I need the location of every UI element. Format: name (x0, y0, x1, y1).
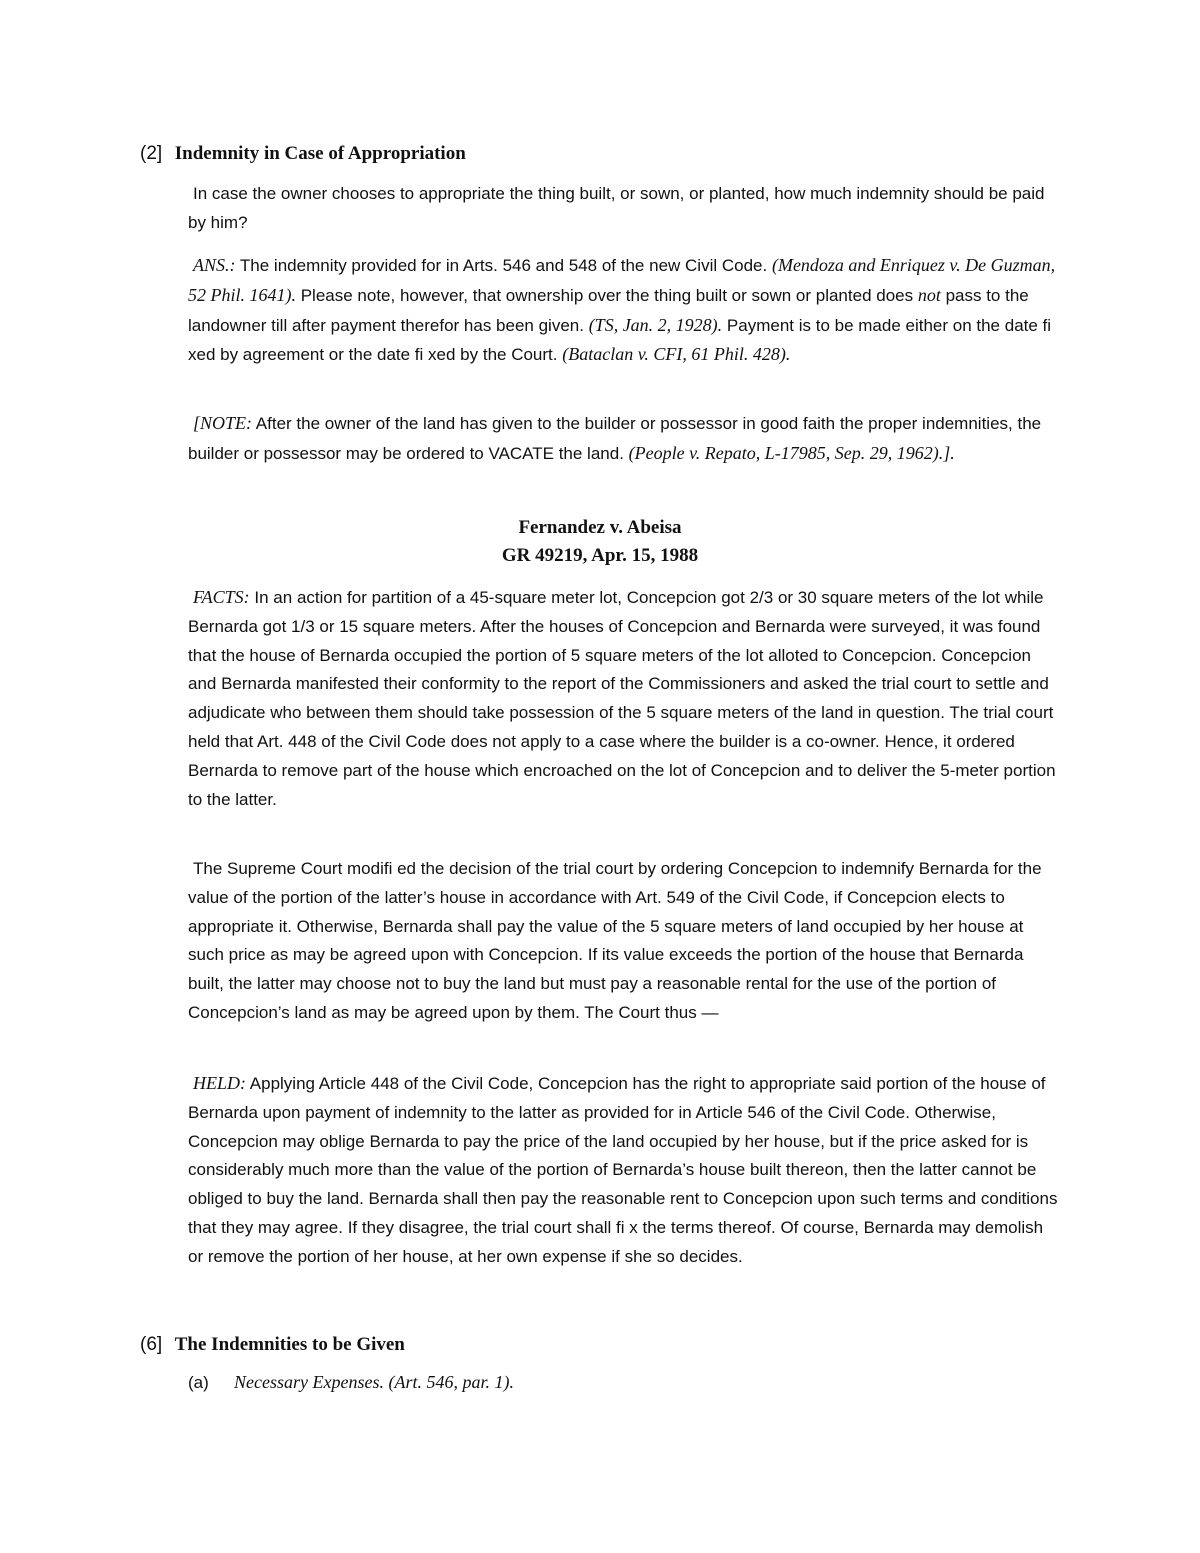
facts-paragraph (188, 583, 1058, 814)
note-label: [NOTE: (193, 413, 253, 433)
facts-label: FACTS: (193, 587, 250, 607)
held-label: HELD: (193, 1073, 246, 1093)
facts-text: In an action for partition of a 45-square meter lot, Concepcion got 2/3 or 30 square meters of the lot while Bernarda got 1/3 or 15 square meters. After the houses of Concepcion and Bernarda were surveyed, it was found that the house of Bernarda occupied the portion of 5 square meters of the lot alloted to Concepcion. Concepcion and Bernarda manifested their conformity to the report of the Commissioners and asked the trial court to settle and adjudicate who between them should take possession of the 5 square meters of the land in question. The trial court held that Art. 448 of the Civil Code does not apply to a case where the builder is a co-owner. Hence, it ordered Bernarda to remove part of the house which encroached on the lot of Concepcion and to deliver the 5-meter portion to the latter. (188, 588, 1056, 809)
list-item (188, 1372, 514, 1393)
answer-emphasis: not (917, 284, 941, 305)
answer-text-3: pass to the landowner till after payment therefor has been given. (188, 285, 1029, 335)
answer-text-2: Please note, however, that ownership over the thing built or sown or planted does (296, 285, 918, 305)
answer-label: ANS.: (193, 255, 236, 275)
answer-text-1: The indemnity provided for in Arts. 546 and 548 of the new Civil Code. (235, 256, 772, 275)
section-title: Indemnity in Case of Appropriation (174, 143, 466, 164)
question-text: In case the owner chooses to appropriate the thing built, or sown, or planted, how much indemnity should be paid by him? (188, 184, 1045, 232)
list-item-marker: (a) (188, 1373, 209, 1392)
note-paragraph (188, 409, 1058, 469)
section-title: The Indemnities to be Given (174, 1334, 405, 1355)
supreme-court-paragraph (188, 855, 1058, 1028)
supreme-court-text: The Supreme Court modifi ed the decision of the trial court by ordering Concepcion to indemnify Bernarda for the value of the portion of the latter’s house in accordance with Art. 549 of the Civil Code, if Concepcion elects to appropriate it. Otherwise, Bernarda shall pay the value of the 5 square meters of land occupied by her house at such price as may be agreed upon with Concepcion. If its value exceeds the portion of the house that Bernarda built, the latter may choose not to buy the land but must pay a reasonable rental for the use of the portion of Concepcion’s land as may be agreed upon by them. The Court thus — (188, 859, 1042, 1022)
held-paragraph (188, 1069, 1058, 1272)
question-paragraph (188, 180, 1058, 238)
section-heading-2 (140, 143, 466, 165)
list-item-text: Necessary Expenses. (Art. 546, par. 1). (234, 1372, 514, 1392)
answer-paragraph (188, 251, 1058, 370)
case-name: Fernandez v. Abeisa (518, 517, 682, 538)
answer-citation-2: (TS, Jan. 2, 1928). (588, 314, 723, 335)
section-number: (2] (140, 143, 163, 164)
answer-citation-1: (Mendoza and Enriquez v. De Guzman, 52 Phil. 1641). (188, 255, 1056, 305)
answer-text-4: Payment is to be made either on the date fi xed by agreement or the date fi xed by the Court. (188, 315, 1052, 365)
note-citation: (People v. Repato, L-17985, Sep. 29, 1962).]. (628, 442, 955, 463)
case-citation: GR 49219, Apr. 15, 1988 (501, 545, 699, 566)
answer-citation-3: (Bataclan v. CFI, 61 Phil. 428). (562, 344, 791, 365)
section-number: (6] (140, 1334, 163, 1355)
section-heading-6 (140, 1334, 405, 1356)
held-text: Applying Article 448 of the Civil Code, Concepcion has the right to appropriate said portion of the house of Bernarda upon payment of indemnity to the latter as provided for in Article 546 of the Civil Code. Otherwise, Concepcion may oblige Bernarda to pay the price of the land occupied by her house, but if the price asked for is considerably much more than the value of the portion of Bernarda’s house built thereon, then the latter cannot be obliged to buy the land. Bernarda shall then pay the reasonable rent to Concepcion upon such terms and conditions that they may agree. If they disagree, the trial court shall fi x the terms thereof. Of course, Bernarda may demolish or remove the portion of her house, at her own expense if she so decides. (188, 1074, 1058, 1266)
note-text: After the owner of the land has given to the builder or possessor in good faith the proper indemnities, the builder or possessor may be ordered to VACATE the land. (188, 414, 1042, 463)
